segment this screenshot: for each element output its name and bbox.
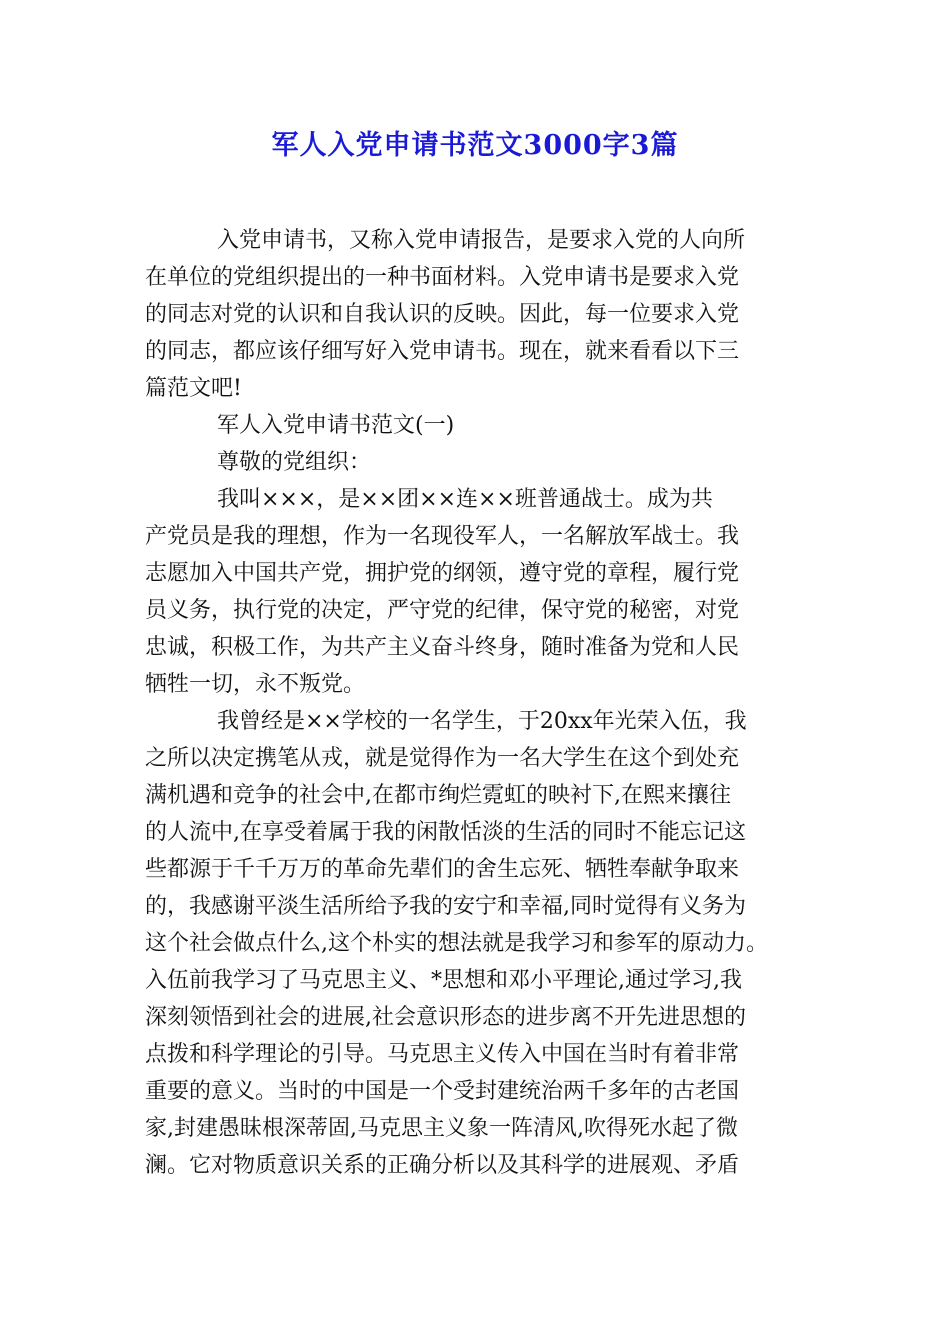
text-line: 入伍前我学习了马克思主义、*思想和邓小平理论,通过学习,我 <box>145 968 742 993</box>
text-line: 牺牲一切，永不叛党。 <box>145 672 366 697</box>
text-line: 在单位的党组织提出的一种书面材料。入党申请书是要求入党 <box>145 265 740 290</box>
text-line: 入党申请书，又称入党申请报告，是要求入党的人向所 <box>217 228 746 253</box>
text-line: 点拨和科学理论的引导。马克思主义传入中国在当时有着非常 <box>145 1042 740 1067</box>
salutation: 尊敬的党组织： <box>217 450 372 475</box>
text-line: 这个社会做点什么,这个朴实的想法就是我学习和参军的原动力。 <box>145 931 768 956</box>
section-heading: 军人入党申请书范文(一) <box>217 413 455 438</box>
text-line: 我叫×××，是××团××连××班普通战士。成为共 <box>217 487 713 512</box>
text-line: 深刻领悟到社会的进展,社会意识形态的进步离不开先进思想的 <box>145 1005 746 1030</box>
text-line: 之所以决定携笔从戎，就是觉得作为一名大学生在这个到处充 <box>145 746 740 771</box>
text-line: 我曾经是××学校的一名学生，于20xx年光荣入伍，我 <box>217 709 747 734</box>
text-line: 满机遇和竞争的社会中,在都市绚烂霓虹的映衬下,在熙来攘往 <box>145 783 731 808</box>
text-line: 的人流中,在享受着属于我的闲散恬淡的生活的同时不能忘记这 <box>145 820 746 845</box>
text-line: 的同志对党的认识和自我认识的反映。因此，每一位要求入党 <box>145 302 740 327</box>
text-line: 家,封建愚昧根深蒂固,马克思主义象一阵清风,吹得死水起了微 <box>145 1116 738 1141</box>
text-line: 产党员是我的理想，作为一名现役军人，一名解放军战士。我 <box>145 524 740 549</box>
page-title: 军人入党申请书范文3000字3篇 <box>271 130 679 161</box>
text-line: 的同志，都应该仔细写好入党申请书。现在，就来看看以下三 <box>145 339 740 364</box>
text-line: 澜。它对物质意识关系的正确分析以及其科学的进展观、矛盾 <box>145 1153 740 1178</box>
text-line: 篇范文吧! <box>145 376 242 401</box>
text-line: 志愿加入中国共产党，拥护党的纲领，遵守党的章程，履行党 <box>145 561 740 586</box>
text-line: 员义务，执行党的决定，严守党的纪律，保守党的秘密，对党 <box>145 598 740 623</box>
text-line: 些都源于千千万万的革命先辈们的舍生忘死、牺牲奉献争取来 <box>145 857 740 882</box>
text-line: 的，我感谢平淡生活所给予我的安宁和幸福,同时觉得有义务为 <box>145 894 746 919</box>
document-body <box>145 222 805 1184</box>
text-line: 重要的意义。当时的中国是一个受封建统治两千多年的古老国 <box>145 1079 740 1104</box>
text-line: 忠诚，积极工作，为共产主义奋斗终身，随时准备为党和人民 <box>145 635 740 660</box>
